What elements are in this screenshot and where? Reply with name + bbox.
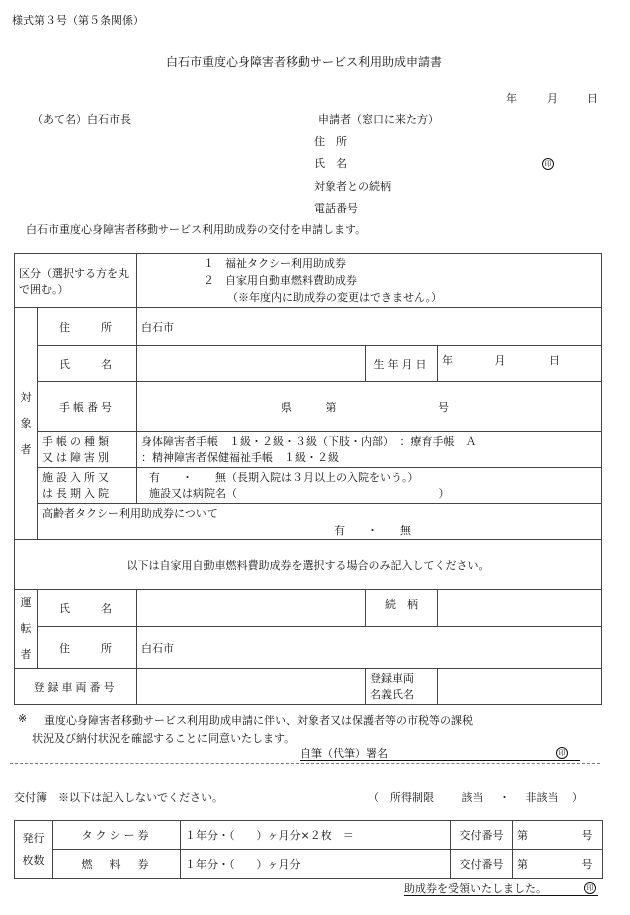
applicant-address-label: 住 所 [314,135,347,148]
consent-line-2: 状況及び納付状況を確認することに同意いたします。 [32,732,296,745]
category-option-1[interactable]: １ 福祉タクシー利用助成券 [203,257,346,270]
date-year-label: 年 [506,92,517,105]
notebook-type-label [38,432,137,468]
fuel-ticket-calc[interactable]: １年分・（ ）ヶ月分 [181,850,451,879]
issued-label-line: 発行 [22,831,45,845]
type-label-line: 手帳の種類 [42,434,112,448]
income-applicable[interactable]: 該当 [461,791,484,804]
application-table [14,253,602,705]
vehicle-number-label: 登録車両番号 [15,669,137,705]
side-char: 者 [20,648,32,661]
date-month-label: 月 [547,92,558,105]
applicant-relation-label: 対象者との続柄 [314,180,391,193]
applicant-name-label: 氏 名 [314,157,347,170]
number-no: 第 [517,858,528,871]
subject-name-value[interactable] [137,346,366,382]
category-label: 区分（選択する方を丸で囲む。） [15,254,137,308]
consent-mark: ※ [18,712,28,725]
receipt-seal: 印 [584,882,596,894]
applicant-heading: 申請者（窓口に来た方） [318,113,439,126]
subject-address-label: 住 所 [38,308,137,346]
form-label: 様式第３号（第５条関係） [12,14,144,27]
notebook-number-value[interactable] [137,382,602,432]
issued-label-line: 枚数 [22,853,45,867]
issue-number-value-2[interactable] [513,850,603,879]
issue-number-label-1: 交付番号 [451,821,513,850]
income-limit [368,789,583,805]
subject-name-label: 氏 名 [38,346,137,382]
category-note: （※年度内に助成券の変更はできません。） [227,291,443,304]
notebook-pref: 県 [281,400,292,414]
vehicle-number-value[interactable] [137,669,366,705]
issue-number-label-2: 交付番号 [451,850,513,879]
income-not-applicable[interactable]: 非該当 [525,791,559,804]
elderly-taxi-cell[interactable] [38,504,602,540]
type-label-line: 又は障害別 [42,450,112,464]
applicant-seal [542,156,554,170]
elderly-taxi-label: 高齢者タクシー利用助成券について [42,506,218,520]
facility-line-1: 有 ・ 無（長期入院は３月以上の入院をいう。） [149,470,419,484]
side-char: 者 [20,442,32,456]
issue-number-value-1[interactable] [513,821,603,850]
side-char: 対 [20,390,32,404]
number-no: 第 [517,829,528,842]
fuel-notice: 以下は自家用自動車燃料費助成券を選択する場合のみ記入してください。 [15,540,602,590]
elderly-taxi-options[interactable]: 有 ・ 無 [334,523,411,537]
driver-name-label: 氏 名 [38,590,137,627]
facility-line-2: 施設又は病院名（ [149,486,237,500]
income-dot: ・ [499,791,510,804]
birthdate-label: 生年月日 [366,346,438,382]
driver-relation-value[interactable] [438,590,602,627]
notebook-no: 第 [325,400,337,414]
seal-mark: 印 [542,158,554,170]
birthdate-value[interactable] [438,346,602,382]
consent-line-1: 重度心身障害者移動サービス利用助成申請に伴い、対象者又は保護者等の市税等の課税 [44,714,473,727]
driver-address-value[interactable]: 白石市 [137,627,602,669]
notebook-go: 号 [438,400,449,414]
birth-month-label: 月 [494,354,506,367]
vehicle-owner-label [366,669,438,705]
issuance-title: 交付簿 ※以下は記入しないでください。 [14,791,223,804]
facility-close: ） [438,486,450,500]
subject-address-value[interactable]: 白石市 [137,308,602,346]
vehicle-owner-value[interactable] [438,669,602,705]
taxi-ticket-calc[interactable]: １年分・（ ）ヶ月分×２枚 ＝ [181,821,451,850]
income-open: （ 所得制限 [368,791,434,804]
receipt-line[interactable] [404,880,598,896]
driver-address-label: 住 所 [38,627,137,669]
type-line-2: ：精神障害者保健福祉手帳 １級・２級 [141,450,339,464]
fuel-ticket-label: 燃 料 券 [53,850,181,879]
addressee: （あて名）白石市長 [32,113,131,126]
driver-side-label [15,590,38,669]
issuance-table [14,820,603,879]
facility-value[interactable] [137,468,602,504]
birth-day-label: 日 [549,354,560,367]
facility-label-line: 施設入所又 [42,470,112,484]
category-options-cell [137,254,602,308]
receipt-text: 助成券を受領いたしました。 [404,882,547,895]
signature-line[interactable] [300,745,580,761]
number-go: 号 [581,829,593,842]
request-sentence: 白石市重度心身障害者移動サービス利用助成券の交付を申請します。 [26,223,367,236]
driver-relation-label: 続 柄 [366,590,438,627]
side-char: 象 [20,416,32,430]
page-title: 白石市重度心身障害者移動サービス利用助成申請書 [166,55,443,69]
notebook-number-label: 手帳番号 [38,382,137,432]
subject-side-label [15,308,38,540]
issued-count-label [15,821,53,879]
number-go: 号 [581,858,593,871]
owner-label-line: 登録車両 [370,671,414,685]
facility-label-line: は長期入院 [42,486,112,500]
notebook-type-value[interactable] [137,432,602,468]
facility-label [38,468,137,504]
category-option-2[interactable]: ２ 自家用自動車燃料費助成券 [203,274,357,287]
taxi-ticket-label: タクシー券 [53,821,181,850]
cut-line [10,763,600,764]
income-close: ） [572,791,583,804]
date-day-label: 日 [587,92,598,105]
signature-label: 自筆（代筆）署名 [300,747,388,760]
signature-seal: 印 [556,747,568,759]
type-line-1: 身体障害者手帳 １級・２級・３級（下肢・内部） ：療育手帳 Ａ [141,434,477,448]
applicant-phone-label: 電話番号 [314,202,358,215]
driver-name-value[interactable] [137,590,366,627]
side-char: 転 [20,622,32,635]
side-char: 運 [20,596,32,609]
owner-label-line: 名義氏名 [370,687,414,701]
birth-year-label: 年 [442,354,453,367]
